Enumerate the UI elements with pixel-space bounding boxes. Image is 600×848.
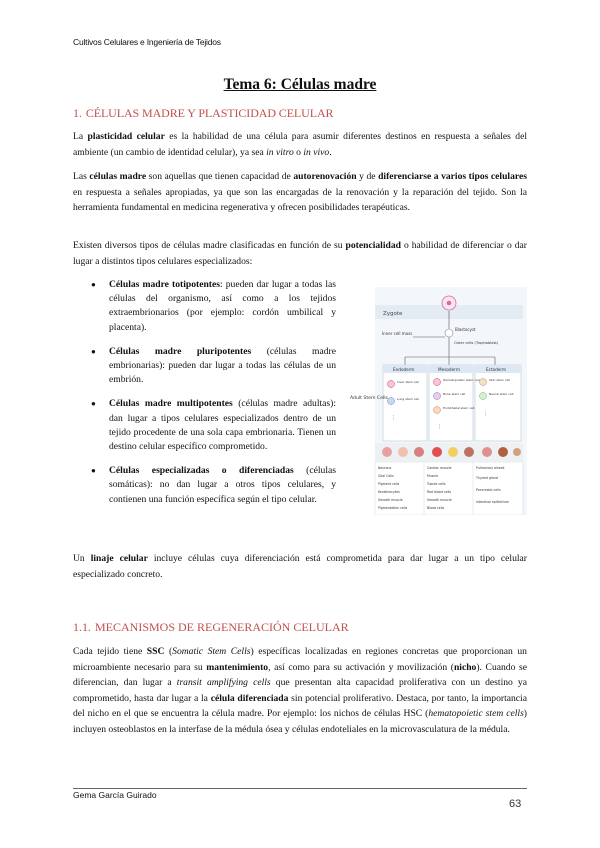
text: ) incluyen osteoblastos en la interfase de la médula ósea y células endoteliales en la microvasculatura de la médula. — [73, 708, 527, 735]
text: . — [329, 146, 332, 158]
text: es la habilidad de una célula para asumir diferentes destinos en respuesta a señales del ambiente (un cambio de identidad celular), ya sea — [73, 131, 527, 158]
bullet-icon: ● — [91, 346, 96, 356]
list-entry: Pigment cells — [378, 482, 400, 486]
paragraph-regeneration — [73, 644, 527, 737]
list-term: Células especializadas o diferenciadas — [109, 465, 294, 477]
list-entry: Muscle — [427, 474, 439, 478]
bullet-icon: ● — [91, 280, 96, 289]
heart-icon — [432, 447, 442, 457]
list-item — [91, 397, 336, 454]
paragraph-types — [73, 238, 527, 269]
text: o — [296, 146, 301, 158]
list-entry: Keratinocytes — [378, 490, 400, 494]
page-number: 63 — [509, 798, 522, 810]
cell-label: Endothelial stem cell — [443, 406, 475, 410]
list-item — [91, 464, 336, 507]
inner-mass-label: Inner cell mass — [382, 331, 413, 336]
term-potencialidad: potencialidad — [345, 240, 401, 251]
term-in-vivo: in vivo — [303, 146, 330, 158]
cell-label: Neural stem cell — [489, 392, 514, 396]
text: Existen diversos tipos de células madre clasificadas en función de su — [73, 240, 343, 251]
list-text: (células madre embrionarias): pueden dar lugar a todas las células de un embrión. — [109, 345, 336, 386]
footer-divider — [73, 788, 527, 789]
zygote-label: Zygote — [383, 311, 403, 317]
stem-cell-type-list — [91, 278, 336, 517]
organ-icon — [448, 447, 458, 457]
footer-author: Gema García Guirado — [73, 790, 157, 800]
list-entry: Neurons — [378, 466, 392, 470]
stem-cell-diagram — [345, 287, 527, 515]
paragraph-stem-cells — [73, 169, 527, 216]
term-diferenciarse: diferenciarse a varios tipos celulares — [378, 171, 527, 182]
list-entry: Red blood cells — [427, 490, 452, 494]
list-entry: Pigmentation cells — [378, 506, 408, 510]
list-entry: Blood cells — [427, 506, 445, 510]
section-heading-2 — [73, 620, 349, 635]
cell-label: Bone stem cell — [443, 392, 466, 396]
section-title: MECANISMOS DE REGENERACIÓN CELULAR — [95, 620, 349, 634]
text: ( — [168, 646, 173, 657]
list-entry: Intestinal epithelium — [476, 500, 509, 504]
ellipsis-icon: ⋮ — [483, 411, 488, 417]
cell-label: Skin stem cell — [489, 378, 510, 382]
term-autorenovacion: autorenovación — [293, 171, 357, 182]
cell-icon — [434, 379, 441, 386]
term-in-vitro: in vitro — [266, 146, 294, 158]
list-term: Células madre totipotentes — [109, 279, 220, 290]
cell-icon — [434, 393, 441, 400]
term-nicho: nicho — [453, 661, 477, 673]
term-linaje: linaje celular — [90, 553, 148, 564]
list-text: : pueden dar lugar a todas las células del organismo, así como a los tejidos extraembrionarios (por ejemplo: cordón umbilical y placenta). — [109, 279, 336, 333]
cell-icon — [388, 398, 395, 405]
list-text: (células madre adultas): dan lugar a tipos celulares especializados dentro de un tejido procedente de una sola capa embrionaria. Tienen un destino celular específico comprometido. — [109, 398, 337, 453]
text: sin potencial proliferativo. Destaca, por tanto, la importancia del nicho en el que se encuentra la célula madre. Por ejemplo: los nichos de células HSC ( — [73, 692, 527, 719]
text: en respuesta a señales apropiadas, ya que son las encargadas de la renovación y la reparación del tejido. Son la herramienta fundamental en medicina regenerativa y ofrecen posibilidades terapéuticas. — [73, 186, 527, 213]
list-term: Células madre multipotentes — [109, 398, 233, 410]
text: Un — [73, 553, 85, 564]
cell-icon — [434, 407, 441, 414]
paragraph-plasticity — [73, 129, 527, 160]
outer-cells-label: Outer cells (Trophoblast) — [454, 341, 499, 345]
page-title: Tema 6: Células madre — [223, 76, 377, 93]
liver-icon — [498, 447, 508, 457]
adult-stem-cells-label: Adult Stem Cells — [350, 396, 388, 401]
term-transit-amplifying: transit amplifying cells — [176, 677, 271, 688]
text: o habilidad de diferenciar o dar lugar a distintos tipos celulares especializados: — [73, 240, 527, 267]
term-somatic-stem-cells: Somatic Stem Cells — [172, 646, 251, 657]
text: La — [73, 131, 84, 142]
cell-label: Hematopoietic stem cell — [443, 378, 480, 382]
ectoderm-column — [475, 365, 521, 441]
list-item — [91, 345, 336, 388]
blastocyst-label: Blastocyst — [455, 327, 476, 332]
text: , así como para su activación y movilización ( — [268, 661, 454, 673]
organ-icon — [464, 447, 474, 457]
column-title-mesoderm: Mesoderm — [438, 367, 460, 372]
list-entry: Tubule cells — [427, 482, 446, 486]
organ-icon — [414, 447, 424, 457]
column-title-endoderm: Endoderm — [393, 367, 415, 372]
section-heading-1 — [73, 106, 333, 121]
nucleus-icon — [447, 301, 452, 306]
list-entry: Smooth muscle — [378, 498, 403, 502]
text: ) específicas localizadas en regiones concretas que proporcionan un microambiente necesario para su — [73, 646, 527, 673]
list-entry: Thyroid gland — [476, 476, 498, 480]
bullet-icon: ● — [91, 466, 96, 476]
list-entry: Glial Cells — [378, 474, 394, 478]
lung-icon — [482, 447, 492, 457]
term-hsc: hematopoietic stem cells — [428, 708, 524, 719]
term-plasticidad: plasticidad celular — [87, 131, 165, 142]
column-title-ectoderm: Ectoderm — [486, 367, 507, 372]
list-entry: Pulmonary alveoli — [476, 466, 505, 470]
organ-icon — [513, 448, 521, 456]
list-term: Células madre pluripotentes — [109, 345, 252, 357]
text: Las — [73, 171, 87, 182]
list-entry: Cardiac muscle — [427, 466, 452, 470]
organ-icon — [398, 447, 408, 457]
text: ). Cuando se diferencian, dan lugar a — [73, 661, 528, 688]
blastocyst-icon — [445, 329, 453, 337]
cell-icon — [480, 393, 487, 400]
section-number: 1. — [73, 106, 82, 120]
mesoderm-column — [429, 365, 473, 441]
text: que presentan alta capacidad proliferativa con un destino ya comprometido, hasta dar lugar a la — [73, 677, 527, 704]
term-celulas-madre: células madre — [89, 171, 147, 182]
term-ssc: SSC — [146, 646, 165, 657]
section-number: 1.1. — [73, 620, 91, 634]
cell-label: Lung stem cell — [397, 397, 419, 401]
text: son aquellas que tienen capacidad de — [148, 171, 291, 182]
term-mantenimiento: mantenimiento — [206, 661, 269, 673]
list-item — [91, 278, 336, 335]
running-header: Cultivos Celulares e Ingeniería de Tejidos — [73, 37, 221, 47]
list-text: (células somáticas): no dan lugar a otros tipos celulares, y contienen una función específica según el tipo celular. — [109, 465, 336, 505]
list-entry: Pancreatic cells — [476, 488, 501, 492]
organ-icon — [382, 447, 392, 457]
term-celula-diferenciada: célula diferenciada — [210, 692, 289, 704]
ellipsis-icon: ⋮ — [391, 415, 396, 421]
list-entry: Smooth muscle — [427, 498, 452, 502]
bullet-icon: ● — [91, 399, 96, 409]
text: Cada tejido tiene — [73, 646, 143, 657]
cell-icon — [480, 379, 487, 386]
cell-label: Liver stem cell — [397, 380, 419, 384]
ellipsis-icon: ⋮ — [437, 424, 442, 430]
paragraph-lineage — [73, 551, 527, 582]
cell-icon — [388, 381, 395, 388]
text: incluye células cuya diferenciación está comprometida para dar lugar a un tipo celular especializado concreto. — [73, 553, 527, 580]
text: y de — [359, 171, 376, 182]
section-title: CÉLULAS MADRE Y PLASTICIDAD CELULAR — [85, 106, 334, 120]
